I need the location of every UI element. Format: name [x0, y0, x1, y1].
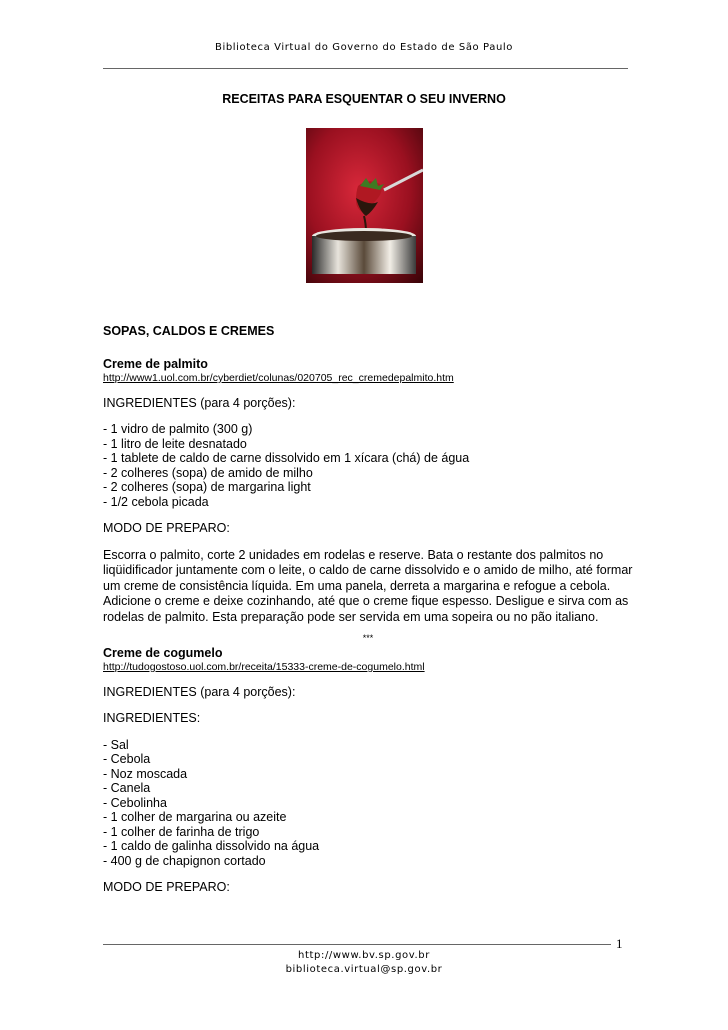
- ingredients-list: [103, 422, 633, 509]
- footer-rule: [103, 944, 611, 945]
- recipe-title: Creme de cogumelo: [103, 645, 223, 660]
- header-rule: [103, 68, 628, 69]
- footer-url[interactable]: http://www.bv.sp.gov.br: [298, 950, 430, 961]
- list-item: - 2 colheres (sopa) de amido de milho: [103, 465, 313, 480]
- list-item: - 1 caldo de galinha dissolvido na água: [103, 839, 320, 853]
- recipe-link[interactable]: http://tudogostoso.uol.com.br/receita/15333-creme-de-cogumelo.html: [103, 661, 425, 673]
- list-item: - Sal: [103, 737, 129, 752]
- list-item: - Cebola: [103, 752, 151, 766]
- list-item: - 1 litro de leite desnatado: [103, 436, 247, 451]
- strawberry-chocolate-photo: [306, 128, 423, 283]
- content: [103, 324, 633, 895]
- list-item: - 1/2 cebola picada: [103, 494, 209, 509]
- footer-email[interactable]: biblioteca.virtual@sp.gov.br: [285, 964, 443, 975]
- section-title: SOPAS, CALDOS E CREMES: [103, 324, 275, 338]
- list-item: - 1 vidro de palmito (300 g): [103, 422, 253, 436]
- list-item: - Cebolinha: [103, 795, 167, 810]
- method-heading: MODO DE PREPARO:: [103, 880, 230, 894]
- ingredients-heading: INGREDIENTES (para 4 porções):: [103, 395, 296, 410]
- ingredients-list: [103, 738, 633, 869]
- page-header: Biblioteca Virtual do Governo do Estado de São Paulo: [214, 42, 513, 53]
- list-item: - Noz moscada: [103, 766, 188, 781]
- ingredients-heading-2: INGREDIENTES:: [103, 711, 201, 725]
- list-item: - 1 colher de margarina ou azeite: [103, 810, 287, 824]
- list-item: - 1 colher de farinha de trigo: [103, 824, 260, 839]
- list-item: - 2 colheres (sopa) de margarina light: [103, 480, 311, 494]
- recipe-link[interactable]: http://www1.uol.com.br/cyberdiet/colunas/020705_rec_cremedepalmito.htm: [103, 372, 454, 384]
- method-text: Escorra o palmito, corte 2 unidades em rodelas e reserve. Bata o restante dos palmitos no liqüidificador juntamente com o leite, o caldo de carne dissolvido e o amido de milho, até formar um creme de consistência líquida. Em uma panela, derreta a margarina e refogue a cebola. Adicione o creme e deixe cozinhando, até que o creme fique espesso. Desligue e sirva com as rodelas de palmito. Esta preparação pode ser servida em uma sopeira ou no pão italiano.: [103, 547, 633, 624]
- method-heading: MODO DE PREPARO:: [103, 521, 230, 535]
- list-item: - Canela: [103, 781, 151, 795]
- separator: ***: [362, 633, 374, 643]
- recipe-title: Creme de palmito: [103, 356, 208, 371]
- page-number: 1: [616, 936, 623, 951]
- ingredients-heading: INGREDIENTES (para 4 porções):: [103, 684, 296, 699]
- document-title: RECEITAS PARA ESQUENTAR O SEU INVERNO: [222, 92, 506, 106]
- list-item: - 1 tablete de caldo de carne dissolvido em 1 xícara (chá) de água: [103, 451, 470, 465]
- list-item: - 400 g de chapignon cortado: [103, 853, 266, 868]
